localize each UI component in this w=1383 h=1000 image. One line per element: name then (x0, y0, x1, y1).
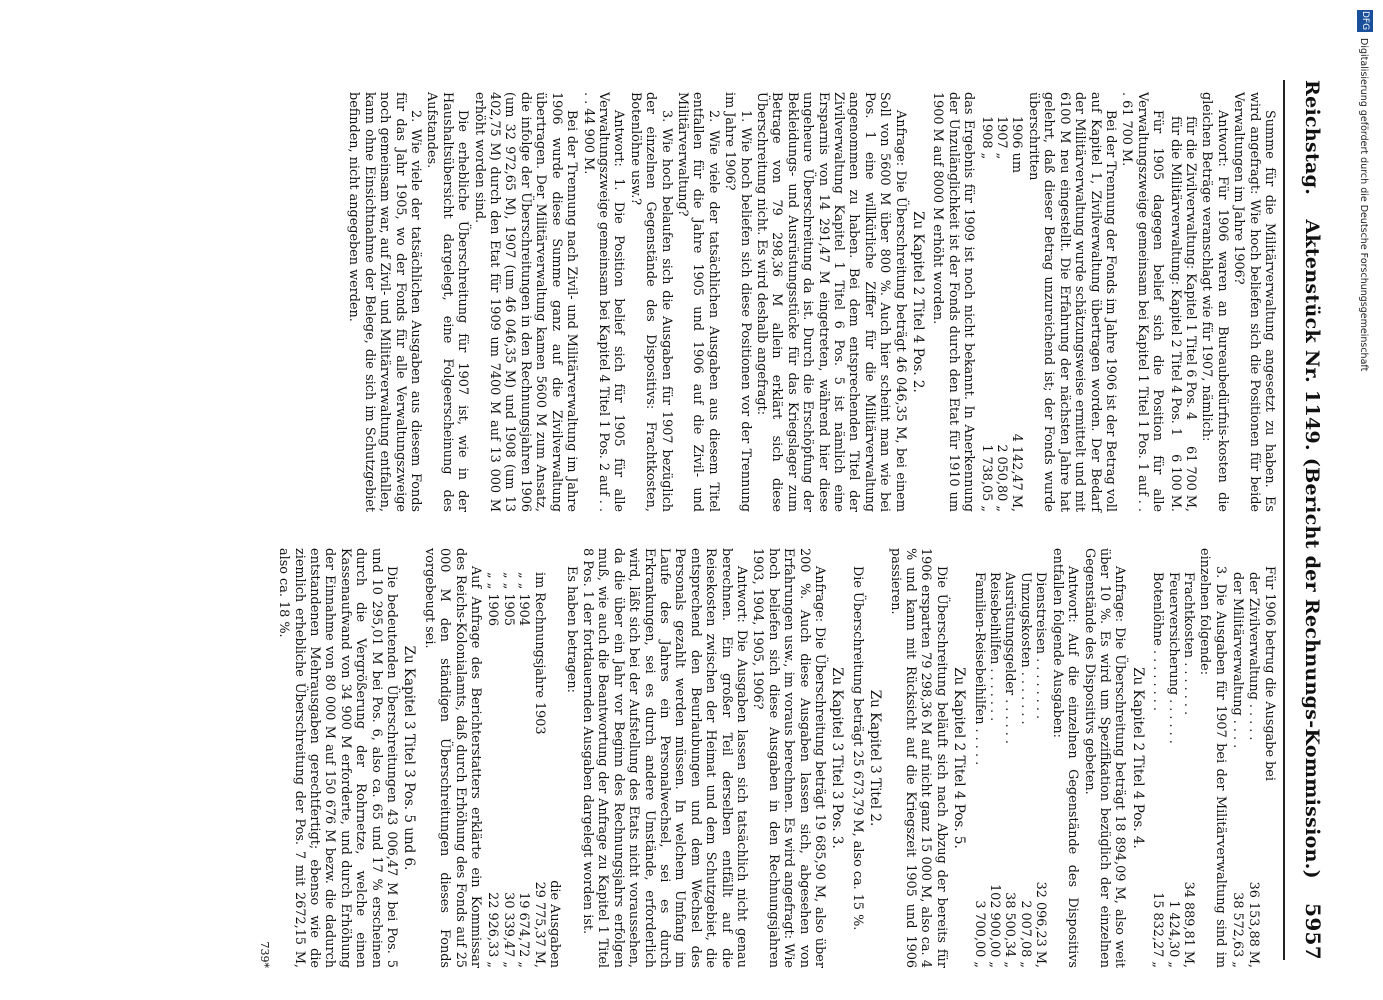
table-value: 3 700,00 „ (971, 900, 987, 968)
header-rule (1283, 80, 1285, 960)
table-label: 1906 um (1009, 116, 1025, 174)
table-label: im Rechnungsjahre 1903 (531, 572, 547, 735)
section-heading: Zu Kapitel 2 Titel 4 Pos. 5. (951, 667, 968, 849)
table-label: Umzugskosten . . . . . . . (1017, 572, 1033, 725)
paragraph: Die Überschreitung beläuft sich nach Abzug der bereits für 1906 ersparten 79 298,36 M auf nicht ganz 15 000 M, also ca. 4 % und kann mit Rücksicht auf die Kriegszeit 1905 und 1906 passieren. (887, 548, 949, 968)
table-value: 4 142,47 M, (1009, 433, 1025, 512)
paragraph: Anfrage: Die Überschreitung beträgt 46 046,35 M, bei einem Soll von 5600 M über 800 %. Auch hier scheint man wie bei Pos. 1 eine willkürliche Ziffer für die Militärverwaltung angenommen zu haben. Bei dem entsprechenden Titel der Zivilverwaltung Kapitel 1 Titel 6 Pos. 5 ist nämlich eine Ersparnis von 14 291,47 M eingetreten, während hier diese ungeheure Überschreitung da ist. Durch die Erschöpfung der Bekleidungs- und Ausrüstungsstücke für das Kriegslager zum Betrage von 79 298,36 M allein erklärt sich diese Überschreitung nicht. Es wird deshalb angefragt: (754, 92, 908, 512)
table-label: „ „ 1905 (500, 572, 516, 626)
amount-table (978, 116, 1024, 512)
paragraph: 3. Die Ausgaben für 1907 bei der Militärverwaltung sind im einzelnen folgende: (1197, 548, 1228, 968)
paragraph: Antwort: Für 1906 waren an Bureaubedürfnis-kosten die gleichen Beträge veranschlagt wie für 1907, nämlich: (1199, 92, 1230, 512)
table-label: 1908 „ (978, 116, 994, 160)
table-label: Familien-Reisebeihilfen . . . . . (971, 572, 987, 766)
table-value: 2 050,80 „ (994, 444, 1010, 512)
paragraph: Für 1905 dagegen belief sich die Position für alle Verwaltungszweige gemeinsam bei Kapitel 1 Titel 1 Pos. 1 auf . . . 61 700 M. (1119, 92, 1166, 513)
dfg-logo: DFG (1357, 10, 1373, 32)
amount-table (971, 572, 1048, 968)
right-column (255, 548, 1277, 968)
table-value: 1 424,30 „ (1165, 900, 1181, 968)
table-label: der Militärverwaltung . . . . (1230, 572, 1246, 749)
table-header: die Ausgaben (547, 880, 563, 968)
left-column (345, 92, 1277, 512)
table-value: 61 700 M, (1182, 445, 1198, 512)
table-value: 30 339,47 „ (500, 892, 516, 968)
table-label: für die Militärverwaltung: Kapitel 2 Titel 4 Pos. 1 (1167, 116, 1183, 437)
paragraph: Auf Anfrage des Berichterstatters erklärte ein Kommissar des Reichs-Kolonialamts, daß durch Erhöhung des Fonds auf 25 000 M den ständigen Überschreitungen dieses Fonds vorgebeugt sei. (421, 548, 484, 968)
section-heading: Zu Kapitel 3 Titel 3 Pos. 5 und 6. (401, 645, 418, 871)
table-value: 1 738,05 „ (978, 444, 994, 512)
table-value: 32 096,23 M, (1033, 881, 1049, 968)
table-label: Botenlöhne . . . . . . . . (1150, 572, 1166, 712)
table-value: 15 832,27 „ (1150, 892, 1166, 968)
funding-credit (1355, 10, 1375, 990)
paragraph: Anfrage: Die Überschreitung beträgt 18 894,09 M, also weit über 10 %. Es wird um Spezifikation bezüglich der einzelnen Gegenstände des Dispositivs gebeten. (1081, 548, 1128, 968)
paragraph: Bei der Trennung der Fonds im Jahre 1906 ist der Betrag voll auf Kapitel 1, Zivilverwaltung übertragen worden. Der Bedarf der Militärverwaltung wurde schätzungsweise ermittelt und mit 6100 M neu eingestellt. Die Erfahrung der nächsten Jahre hat gelehrt, daß dieser Betrag unzureichend ist; der Fonds wurde überschritten (1025, 92, 1118, 512)
question-item: 1. Wie hoch beliefen sich diese Positionen vor der Trennung im Jahre 1906? (722, 92, 753, 512)
section-heading: Zu Kapitel 3 Titel 2. (867, 689, 884, 827)
paragraph: Anfrage: Die Überschreitung beträgt 19 685,90 M, also über 200 %. Auch diese Ausgaben lassen sich, abgesehen von Erfahrungen usw., im voraus berechnen. Es wird angefragt: Wie hoch beliefen sich diese Ausgaben in den Rechnungsjahren 1903, 1904, 1905, 1906? (750, 548, 828, 968)
section-heading: Zu Kapitel 2 Titel 4 Pos. 2. (910, 211, 927, 393)
amount-table (1150, 572, 1196, 968)
question-item: 3. Wie hoch belaufen sich die Ausgaben für 1907 bezüglich der einzelnen Gegenstände des Dispositivs: Frachtkosten, Botenlöhne usw.? (627, 92, 674, 512)
table-label: für die Zivilverwaltung: Kapitel 1 Titel 6 Pos. 4 (1182, 116, 1198, 421)
table-value: 29 775,37 M, (531, 881, 547, 968)
table-value: 102 900,00 „ (987, 884, 1003, 968)
paragraph: 2. Wie viele der tatsächlichen Ausgaben aus diesem Fonds für das Jahr 1905, wo der Fonds für alle Verwaltungszweige noch gemeinsam war, auf Zivil- und Militärverwaltung entfallen, kann ohne Einsichtnahme der Belege, die sich im Schutzgebiet befinden, nicht angegeben werden. (346, 92, 424, 512)
table-label: Reisebeihilfen . . . . . . . (987, 572, 1003, 722)
table-value: 19 674,72 „ (516, 892, 532, 968)
table-value: 2 007,08 „ (1017, 900, 1033, 968)
table-label: der Zivilverwaltung . . . . . (1245, 572, 1261, 741)
table-label: Frachtkosten . . . . . . . (1180, 572, 1196, 716)
amount-table (1230, 572, 1261, 968)
paragraph: Antwort: Auf die einzelnen Gegenstände des Dispositivs entfallen folgende Ausgaben: (1049, 548, 1081, 968)
table-label: „ „ 1906 (485, 572, 501, 626)
table-value: 6 100 M. (1167, 454, 1183, 512)
table-label: 1907 „ (994, 116, 1010, 160)
header-center: Aktenstück Nr. 1149. (Bericht der Rechnungs-Kommission.) (1301, 219, 1323, 879)
paragraph: Antwort: 1. Die Position belief sich für 1905 für alle Verwaltungszweige gemeinsam bei Kapitel 4 Titel 1 Pos. 2 auf . . . . 44 900 M. (580, 92, 627, 513)
paragraph: Summe für die Militärverwaltung angesetzt zu haben. Es wird angefragt: Wie hoch beliefen sich die Positionen für beide Verwaltungen im Jahre 1906? (1231, 92, 1277, 512)
header-left: Reichstag. (1301, 80, 1323, 196)
question-item: 2. Wie viele der tatsächlichen Ausgaben aus diesem Titel entfallen für die Jahre 1905 und 1906 auf die Zivil- und Militärverwaltung? (674, 92, 721, 512)
paragraph: Die Überschreitung beträgt 25 673,79 M, also ca. 15 %. (849, 566, 865, 931)
table-label: Ausrüstungsgelder . . . . . . (1002, 572, 1018, 744)
section-heading: Zu Kapitel 3 Titel 3 Pos. 3. (829, 667, 846, 849)
amount-table (1167, 116, 1198, 512)
paragraph: Es haben betragen: (563, 566, 579, 693)
table-label: „ „ 1904 (516, 572, 532, 626)
paragraph: Die erhebliche Überschreitung für 1907 ist, wie in der Haushaltsübersicht dargelegt, eine Folgeerscheinung des Aufstandes. (424, 92, 471, 512)
table-value: 38 572,63 „ (1230, 892, 1246, 968)
sheet-code: 739* (257, 941, 271, 968)
paragraph: das Ergebnis für 1909 ist noch nicht bekannt. In Anerkennung der Unzulänglichkeit ist der Fonds durch den Etat für 1910 um 1900 M auf 8000 M erhöht worden. (930, 92, 977, 512)
amount-table (485, 572, 562, 968)
page-number: 5957 (1301, 903, 1325, 960)
paragraph: Bei der Trennung nach Zivil- und Militärverwaltung im Jahre 1906 wurde diese Summe ganz auf die Zivilverwaltung übertragen. Der Militärverwaltung kamen 5600 M zum Ansatz, die infolge der Überschreitungen in den Rechnungsjahren 1906 (um 32 972,65 M), 1907 (um 46 046,35 M) und 1908 (um 13 402,75 M) durch den Etat für 1909 um 7400 M auf 13 000 M erhöht worden sind. (471, 92, 580, 512)
table-label: Feuerversicherung . . . . . . (1165, 572, 1181, 744)
table-value: 38 500,34 „ (1002, 892, 1018, 968)
table-value: 34 889,81 M, (1180, 881, 1196, 968)
section-heading: Zu Kapitel 2 Titel 4 Pos. 4. (1129, 667, 1146, 849)
paragraph: Für 1906 betrug die Ausgabe bei (1262, 566, 1277, 781)
paragraph: Antwort: Die Ausgaben lassen sich tatsächlich nicht genau berechnen. Ein großer Teil derselben entfällt auf die Reisekosten zwischen der Heimat und dem Schutzgebiet, die entsprechend den Beurlaubungen und dem Wechsel des Personals gezahlt werden müssen. In welchem Umfang im Laufe des Jahres ein Personalwechsel, sei es durch Erkrankungen, sei es durch andere Umstände, erforderlich wird, läßt sich bei der Aufstellung des Etats nicht voraussehen, da die über ein Jahr vor Beginn des Rechnungsjahrs erfolgen muß, wie auch die Beantwortung der Anfrage zu Kapitel 1 Titel 8 Pos. 1 der fortdauernden Ausgaben dargelegt worden ist. (579, 548, 749, 968)
table-value: 22 926,33 „ (485, 892, 501, 968)
paragraph: Die bedeutenden Überschreitungen 43 006,47 M bei Pos. 5 und 10 295,01 M bei Pos. 6, also ca. 65 und 17 % erscheinen durch die Vergrößerung der Rohrnetze, welche einen Kassenaufwand von 34 900 M erforderte, und durch Erhöhung der Einnahme von 80 000 M auf 150 676 M bezw. die dadurch entstandenen Mehrausgaben gerechtfertigt; ebenso wie die ziemlich erhebliche Überschreitung der Pos. 7 mit 2672,15 M, also ca. 18 %. (276, 548, 400, 968)
table-value: 36 153,88 M, (1245, 881, 1261, 968)
credit-text: Digitalisierung gefördert durch die Deutsche Forschungsgemeinschaft (1358, 38, 1369, 372)
table-label: Dienstreisen . . . . . . . . (1033, 572, 1049, 720)
page-header (1293, 80, 1325, 960)
